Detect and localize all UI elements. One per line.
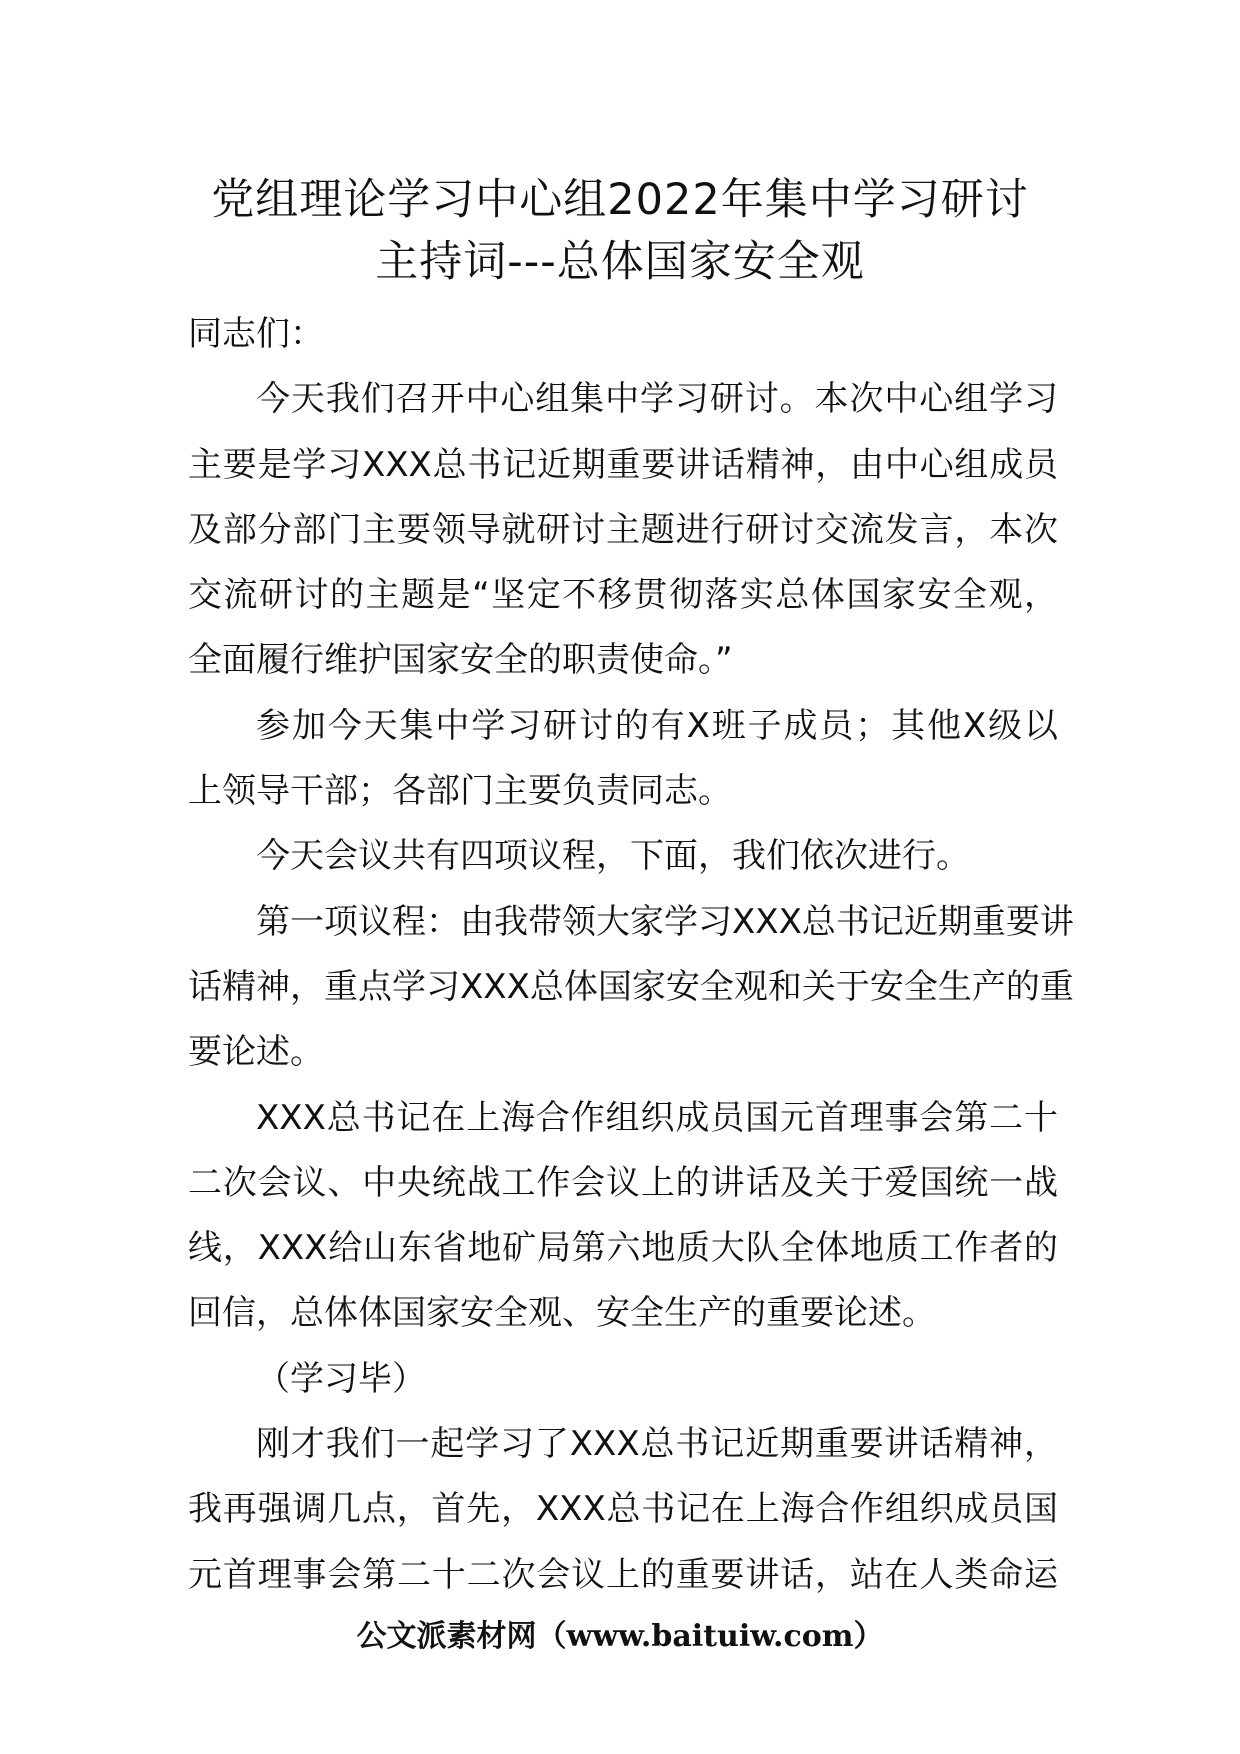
body-line: 元首理事会第二十二次会议上的重要讲话，站在人类命运 [188, 1554, 1058, 1595]
body-line: 要论述。 [188, 1032, 324, 1073]
body-line: 主要是学习XXX总书记近期重要讲话精神，由中心组成员 [188, 444, 1058, 485]
body-line: 交流研讨的主题是“坚定不移贯彻落实总体国家安全观， [188, 575, 1058, 616]
body-line: 线，XXX给山东省地矿局第六地质大队全体地质工作者的 [188, 1228, 1058, 1269]
document-body [188, 302, 1074, 1608]
body-line: XXX总书记在上海合作组织成员国元首理事会第二十 [256, 1097, 1058, 1138]
body-line: 全面履行维护国家安全的职责使命。” [188, 640, 733, 681]
body-line: 二次会议、中央统战工作会议上的讲话及关于爱国统一战 [188, 1162, 1058, 1203]
body-line: 刚才我们一起学习了XXX总书记近期重要讲话精神， [256, 1424, 1058, 1465]
body-line: 上领导干部；各部门主要负责同志。 [188, 771, 732, 812]
body-line: 同志们： [188, 314, 324, 354]
body-line: 第一项议程：由我带领大家学习XXX总书记近期重要讲 [256, 901, 1074, 942]
body-line: 我再强调几点，首先，XXX总书记在上海合作组织成员国 [188, 1489, 1058, 1530]
body-line: 话精神，重点学习XXX总体国家安全观和关于安全生产的重 [188, 966, 1074, 1007]
document-title-line-2: 主持词---总体国家安全观 [375, 237, 865, 287]
body-line: 回信，总体体国家安全观、安全生产的重要论述。 [188, 1293, 936, 1334]
footer-watermark-text: 公文派素材网（www.baituiw.com） [356, 1619, 884, 1654]
body-line: （学习毕） [256, 1358, 426, 1399]
body-line: 今天会议共有四项议程，下面，我们依次进行。 [256, 836, 970, 877]
document-title-line-1: 党组理论学习中心组2022年集中学习研讨 [211, 175, 1029, 225]
body-line: 参加今天集中学习研讨的有X班子成员；其他X级以 [256, 705, 1058, 746]
body-line: 及部分部门主要领导就研讨主题进行研讨交流发言，本次 [188, 509, 1058, 550]
body-line: 今天我们召开中心组集中学习研讨。本次中心组学习 [256, 379, 1058, 420]
